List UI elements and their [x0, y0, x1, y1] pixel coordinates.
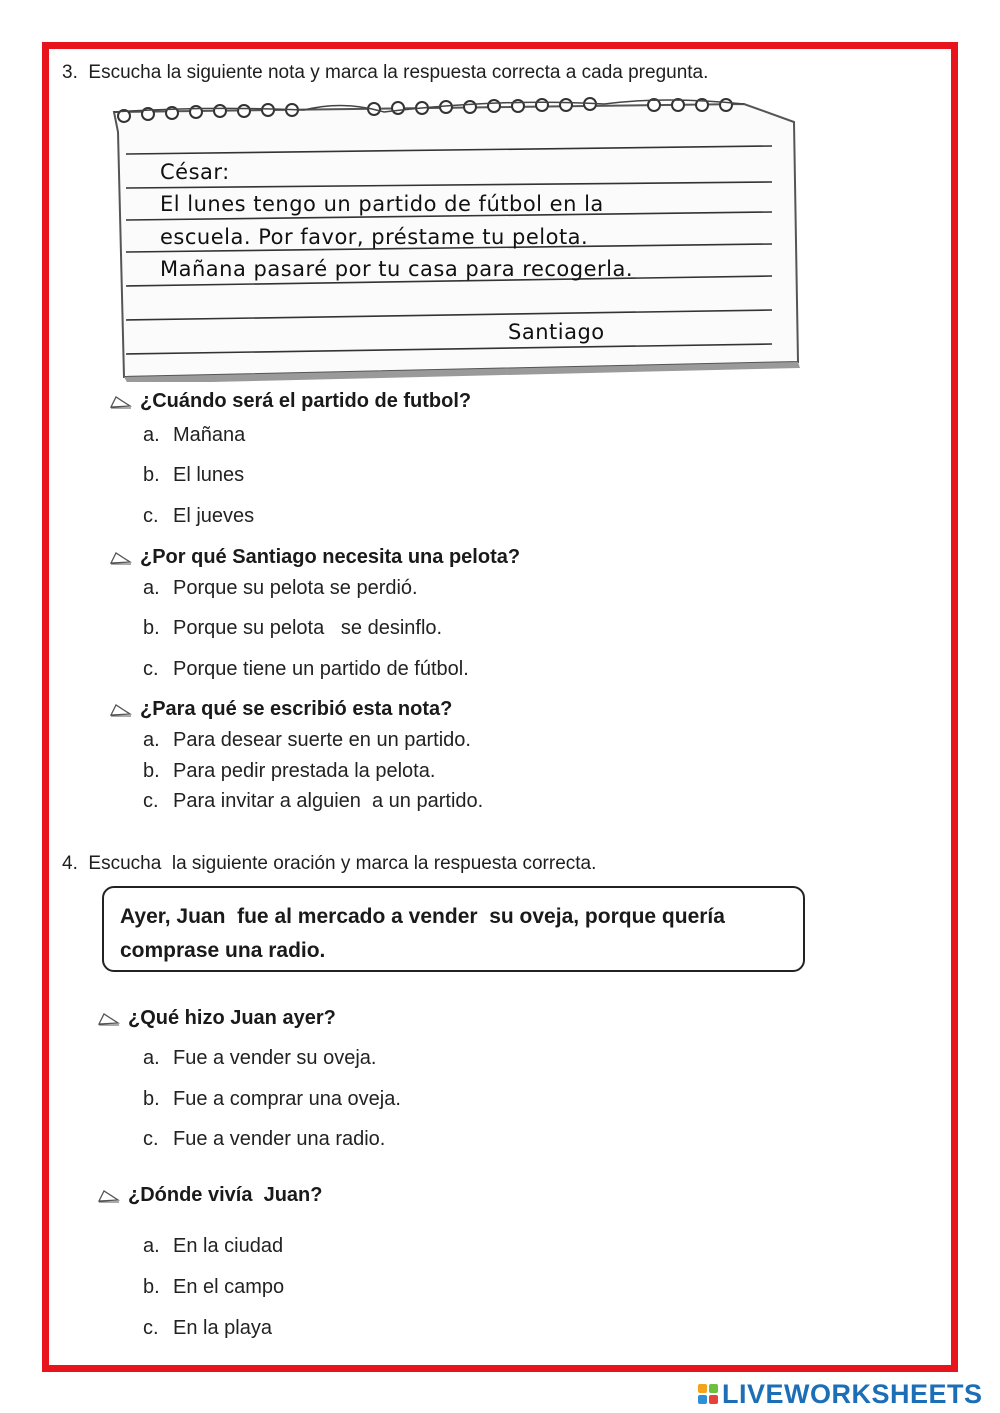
section-3-heading [62, 62, 708, 84]
logo-text: LIVEWORKSHEETS [722, 1378, 983, 1409]
option-3-1-c[interactable] [143, 505, 254, 528]
note-line-2: escuela. Por favor, préstame tu pelota. [160, 225, 589, 249]
option-3-1-a[interactable] [143, 424, 245, 447]
section-4-instruction: Escucha la siguiente oración y marca la respuesta correcta. [88, 853, 597, 874]
pencil-icon [110, 703, 132, 717]
question-4-2 [98, 1184, 322, 1207]
option-text: Fue a vender su oveja. [173, 1047, 377, 1069]
option-letter: a. [143, 424, 160, 446]
note-greeting: César: [160, 160, 230, 184]
option-4-1-b[interactable] [143, 1088, 401, 1111]
option-letter: c. [143, 790, 159, 812]
option-text: Para invitar a alguien a un partido. [173, 790, 484, 812]
option-3-3-c[interactable] [143, 790, 483, 813]
sentence-text: Ayer, Juan fue al mercado a vender su oveja, porque quería comprase una radio. [120, 905, 731, 962]
option-4-1-a[interactable] [143, 1047, 376, 1070]
option-text: El lunes [173, 464, 245, 486]
option-text: En la ciudad [173, 1235, 284, 1257]
option-letter: a. [143, 1047, 160, 1069]
option-letter: a. [143, 729, 160, 751]
question-4-1-text: ¿Qué hizo Juan ayer? [128, 1007, 336, 1029]
section-3-instruction: Escucha la siguiente nota y marca la respuesta correcta a cada pregunta. [88, 62, 709, 83]
option-letter: c. [143, 505, 159, 527]
question-4-1 [98, 1007, 336, 1030]
option-letter: b. [143, 760, 160, 782]
option-text: Porque su pelota se perdió. [173, 577, 418, 599]
option-letter: b. [143, 617, 160, 639]
option-text: Fue a comprar una oveja. [173, 1088, 401, 1110]
pencil-icon [110, 395, 132, 409]
option-text: Porque su pelota se desinflo. [173, 617, 443, 639]
option-text: Fue a vender una radio. [173, 1128, 386, 1150]
option-4-2-a[interactable] [143, 1235, 283, 1258]
note-signature: Santiago [508, 320, 605, 344]
sentence-box [102, 886, 805, 972]
question-3-3-text: ¿Para qué se escribió esta nota? [140, 698, 453, 720]
pencil-icon [98, 1012, 120, 1026]
option-3-3-b[interactable] [143, 760, 435, 783]
option-letter: c. [143, 658, 159, 680]
option-text: El jueves [173, 505, 255, 527]
note-line-3: Mañana pasaré por tu casa para recogerla. [160, 257, 634, 281]
question-3-2 [110, 546, 520, 569]
option-text: En la playa [173, 1317, 272, 1339]
option-letter: b. [143, 1276, 160, 1298]
option-4-2-c[interactable] [143, 1317, 272, 1340]
option-text: Porque tiene un partido de fútbol. [173, 658, 469, 680]
option-text: Para pedir prestada la pelota. [173, 760, 436, 782]
question-3-2-text: ¿Por qué Santiago necesita una pelota? [140, 546, 521, 568]
option-3-1-b[interactable] [143, 464, 244, 487]
option-4-1-c[interactable] [143, 1128, 385, 1151]
pencil-icon [110, 551, 132, 565]
liveworksheets-logo[interactable] [698, 1379, 983, 1409]
option-3-2-c[interactable] [143, 658, 469, 681]
section-4-number: 4. [62, 853, 78, 874]
question-4-2-text: ¿Dónde vivía Juan? [128, 1184, 323, 1206]
option-3-3-a[interactable] [143, 729, 471, 752]
option-4-2-b[interactable] [143, 1276, 284, 1299]
question-3-3 [110, 698, 452, 721]
option-letter: b. [143, 464, 160, 486]
note-line-1: El lunes tengo un partido de fútbol en la [160, 192, 604, 216]
section-4-heading [62, 853, 596, 875]
option-letter: c. [143, 1128, 159, 1150]
option-text: En el campo [173, 1276, 285, 1298]
option-text: Mañana [173, 424, 246, 446]
option-text: Para desear suerte en un partido. [173, 729, 471, 751]
handwritten-note [104, 92, 804, 382]
option-3-2-a[interactable] [143, 577, 418, 600]
option-letter: a. [143, 1235, 160, 1257]
liveworksheets-logo-icon [698, 1384, 718, 1404]
section-3-number: 3. [62, 62, 78, 83]
question-3-1 [110, 390, 471, 413]
option-letter: c. [143, 1317, 159, 1339]
option-letter: b. [143, 1088, 160, 1110]
option-letter: a. [143, 577, 160, 599]
pencil-icon [98, 1189, 120, 1203]
option-3-2-b[interactable] [143, 617, 442, 640]
question-3-1-text: ¿Cuándo será el partido de futbol? [140, 390, 472, 412]
